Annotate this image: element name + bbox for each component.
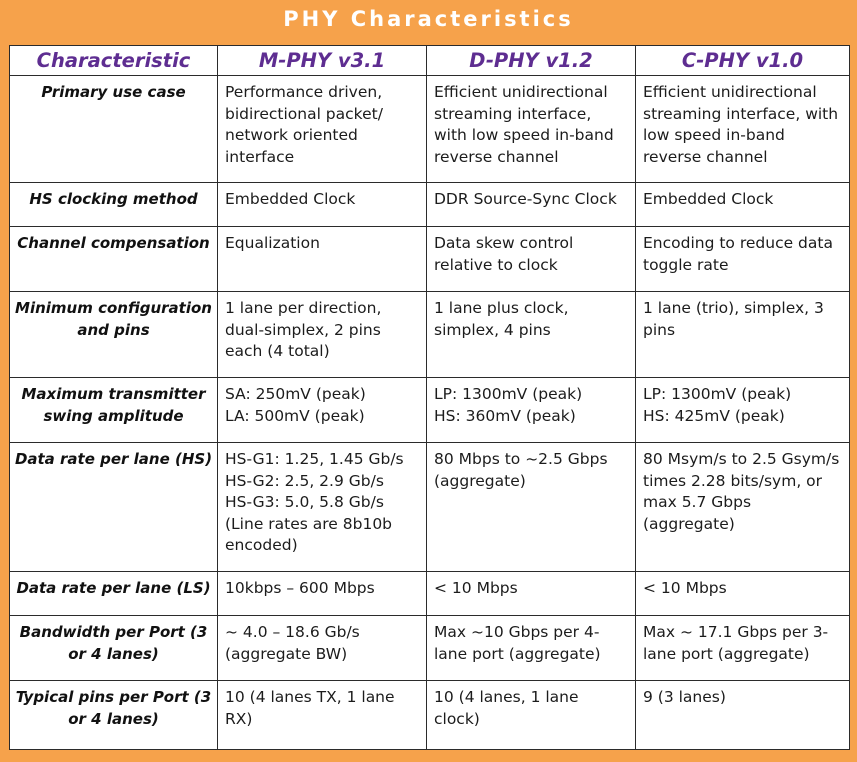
column-header-mphy: M-PHY v3.1 <box>218 46 427 76</box>
dphy-cell: Max ~10 Gbps per 4-lane port (aggregate) <box>427 616 636 681</box>
row-label: Primary use case <box>10 76 218 183</box>
mphy-cell: 1 lane per direction, dual-simplex, 2 pins each (4 total) <box>218 292 427 378</box>
mphy-cell: 10 (4 lanes TX, 1 lane RX) <box>218 681 427 750</box>
dphy-cell: LP: 1300mV (peak) HS: 360mV (peak) <box>427 378 636 443</box>
mphy-cell: HS-G1: 1.25, 1.45 Gb/s HS-G2: 2.5, 2.9 Gb/s HS-G3: 5.0, 5.8 Gb/s (Line rates are 8b10b encoded) <box>218 443 427 572</box>
cphy-cell: 9 (3 lanes) <box>636 681 850 750</box>
dphy-cell: 10 (4 lanes, 1 lane clock) <box>427 681 636 750</box>
cphy-cell: Embedded Clock <box>636 183 850 227</box>
table-row <box>10 183 850 227</box>
cphy-cell: 80 Msym/s to 2.5 Gsym/s times 2.28 bits/sym, or max 5.7 Gbps (aggregate) <box>636 443 850 572</box>
mphy-cell: SA: 250mV (peak) LA: 500mV (peak) <box>218 378 427 443</box>
dphy-cell: 80 Mbps to ~2.5 Gbps (aggregate) <box>427 443 636 572</box>
dphy-cell: Data skew control relative to clock <box>427 227 636 292</box>
table-row <box>10 681 850 750</box>
mphy-cell: Equalization <box>218 227 427 292</box>
mphy-cell: ~ 4.0 – 18.6 Gb/s (aggregate BW) <box>218 616 427 681</box>
mphy-cell: Embedded Clock <box>218 183 427 227</box>
cphy-cell: Max ~ 17.1 Gbps per 3-lane port (aggregate) <box>636 616 850 681</box>
table-row <box>10 292 850 378</box>
column-header-dphy: D-PHY v1.2 <box>427 46 636 76</box>
row-label: Minimum configuration and pins <box>10 292 218 378</box>
row-label: Data rate per lane (LS) <box>10 572 218 616</box>
cphy-cell: Efficient unidirectional streaming interface, with low speed in-band reverse channel <box>636 76 850 183</box>
phy-characteristics-table <box>9 45 850 750</box>
row-label: Typical pins per Port (3 or 4 lanes) <box>10 681 218 750</box>
mphy-cell: Performance driven, bidirectional packet/ network oriented interface <box>218 76 427 183</box>
table-row <box>10 378 850 443</box>
row-label: Bandwidth per Port (3 or 4 lanes) <box>10 616 218 681</box>
cphy-cell: 1 lane (trio), simplex, 3 pins <box>636 292 850 378</box>
table-row <box>10 572 850 616</box>
dphy-cell: Efficient unidirectional streaming interface, with low speed in-band reverse channel <box>427 76 636 183</box>
dphy-cell: DDR Source-Sync Clock <box>427 183 636 227</box>
dphy-cell: 1 lane plus clock, simplex, 4 pins <box>427 292 636 378</box>
table-row <box>10 76 850 183</box>
table-row <box>10 616 850 681</box>
row-label: Maximum transmitter swing amplitude <box>10 378 218 443</box>
cphy-cell: Encoding to reduce data toggle rate <box>636 227 850 292</box>
column-header-characteristic: Characteristic <box>10 46 218 76</box>
row-label: Channel compensation <box>10 227 218 292</box>
row-label: Data rate per lane (HS) <box>10 443 218 572</box>
column-header-cphy: C-PHY v1.0 <box>636 46 850 76</box>
header-row <box>10 46 850 76</box>
row-label: HS clocking method <box>10 183 218 227</box>
dphy-cell: < 10 Mbps <box>427 572 636 616</box>
page-title: PHY Characteristics <box>283 7 574 31</box>
mphy-cell: 10kbps – 600 Mbps <box>218 572 427 616</box>
table-row <box>10 443 850 572</box>
cphy-cell: < 10 Mbps <box>636 572 850 616</box>
cphy-cell: LP: 1300mV (peak) HS: 425mV (peak) <box>636 378 850 443</box>
table-row <box>10 227 850 292</box>
